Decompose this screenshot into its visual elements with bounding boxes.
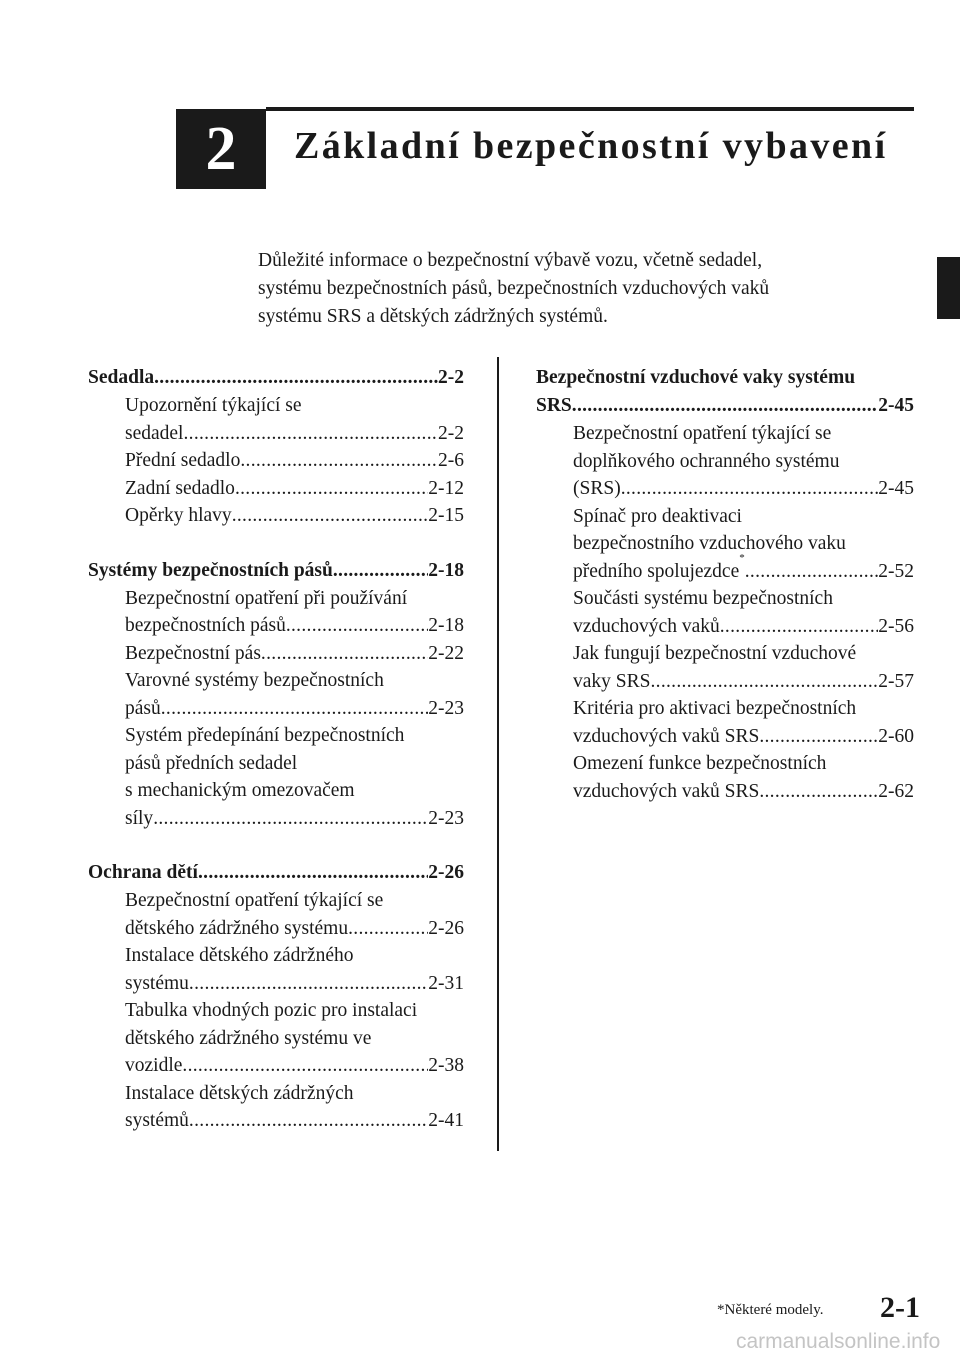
toc-entry-text: Bezpečnostní pás [125, 642, 261, 664]
chapter-side-tab [937, 257, 960, 319]
toc-entry-text: vzduchových vaků SRS [573, 725, 760, 747]
dot-leader [161, 695, 429, 723]
toc-section-heading[interactable] [536, 364, 914, 420]
toc-entry-line: Kritéria pro aktivaci bezpečnostních [573, 698, 857, 719]
toc-entry-line: bezpečnostního vzduchového vaku [573, 533, 846, 554]
toc-entry-text: vzduchových vaků SRS [573, 780, 760, 802]
toc-entry-text: pásů [125, 697, 161, 719]
column-divider [497, 357, 499, 1151]
toc-entry[interactable] [536, 585, 914, 640]
toc-entry-page: 2-45 [878, 478, 914, 499]
toc-entry-line: Varovné systémy bezpečnostních [125, 670, 384, 691]
toc-entry-text: (SRS) [573, 478, 621, 499]
toc-entry-line: Součásti systému bezpečnostních [573, 588, 833, 609]
toc-entry-page: 2-31 [428, 972, 464, 994]
intro-line: systému SRS a dětských zádržných systémů. [258, 306, 608, 327]
toc-entry[interactable] [536, 750, 914, 805]
toc-entry-line: doplňkového ochranného systému [573, 450, 840, 472]
toc-entry[interactable] [88, 585, 464, 640]
toc-entry-text: Opěrky hlavy [125, 505, 232, 526]
toc-entry-line: Spínač pro deaktivaci [573, 505, 742, 527]
intro-line: systému bezpečnostních pásů, bezpečnostních vzduchových vaků [258, 278, 770, 299]
dot-leader [232, 502, 429, 530]
toc-entry[interactable] [88, 667, 464, 722]
toc-right-column [536, 364, 914, 832]
watermark: carmanualsonline.info [736, 1330, 941, 1353]
dot-leader [621, 475, 879, 503]
toc-entry-page: 2-26 [428, 917, 464, 939]
toc-entry[interactable] [88, 447, 464, 475]
toc-section-title: Ochrana dětí [88, 862, 198, 883]
toc-entry-text: sedadel [125, 422, 184, 444]
toc-entry-page: 2-22 [428, 642, 464, 664]
toc-section-title: Sedadla [88, 367, 155, 388]
toc-entry-page: 2-18 [428, 615, 464, 636]
dot-leader [650, 668, 878, 696]
toc-section-page: 2-18 [428, 559, 464, 581]
toc-entry-page: 2-23 [428, 697, 464, 719]
toc-entry-text: vaky SRS [573, 670, 651, 692]
footer-footnote: *Některé modely. [717, 1302, 824, 1318]
toc-section-pasy [88, 557, 464, 833]
toc-entry[interactable] [536, 640, 914, 695]
toc-entry[interactable] [88, 942, 464, 997]
toc-section-title: Systémy bezpečnostních pásů [88, 559, 333, 581]
toc-entry[interactable] [536, 420, 914, 503]
toc-entry-text: Zadní sedadlo [125, 477, 235, 499]
toc-section-title: Bezpečnostní vzduchové vaky systému [536, 367, 856, 388]
toc-section-heading[interactable] [88, 859, 464, 887]
toc-section-page: 2-26 [428, 862, 464, 883]
dot-leader [572, 392, 878, 420]
toc-section-heading[interactable] [88, 557, 464, 585]
toc-entry-page: 2-56 [878, 615, 914, 637]
toc-entry-line: Bezpečnostní opatření týkající se [125, 890, 384, 911]
toc-entry-text: Přední sedadlo [125, 450, 241, 471]
toc-entry-page: 2-23 [428, 807, 464, 829]
dot-leader [261, 640, 428, 668]
chapter-intro [258, 247, 898, 331]
toc-entry-line: Bezpečnostní opatření při používání [125, 587, 408, 609]
toc-entry-line: Instalace dětského zádržného [125, 945, 354, 966]
toc-entry-line: pásů předních sedadel [125, 752, 298, 774]
toc-entry-page: 2-12 [428, 477, 464, 499]
toc-section-airbags [536, 364, 914, 805]
footnote-asterisk: * [739, 551, 745, 564]
dot-leader [154, 364, 438, 392]
toc-entry-line: Tabulka vhodných pozic pro instalaci [125, 1000, 418, 1021]
toc-entry-line: Bezpečnostní opatření týkající se [573, 423, 832, 444]
toc-entry-text: systému [125, 972, 189, 994]
chapter-title: Základní bezpečnostní vybavení [294, 125, 888, 167]
toc-entry[interactable] [88, 722, 464, 832]
toc-entry[interactable] [536, 695, 914, 750]
dot-leader [348, 915, 428, 943]
dot-leader [153, 805, 428, 833]
dot-leader [286, 612, 428, 640]
toc-section-deti [88, 859, 464, 1135]
toc-entry-page: 2-6 [438, 450, 464, 471]
toc-section-title-cont: SRS [536, 395, 572, 416]
toc-entry-page: 2-62 [878, 780, 914, 802]
toc-entry-page: 2-15 [428, 505, 464, 526]
toc-entry-page: 2-2 [438, 422, 464, 444]
toc-entry[interactable] [88, 1080, 464, 1135]
chapter-number: 2 [176, 109, 266, 189]
toc-left-column [88, 364, 464, 1162]
toc-entry[interactable] [88, 502, 464, 530]
toc-entry-line: Jak fungují bezpečnostní vzduchové [573, 643, 857, 664]
toc-entry-page: 2-52 [878, 560, 914, 582]
toc-entry-page: 2-38 [428, 1055, 464, 1076]
dot-leader [240, 447, 438, 475]
toc-section-sedadla [88, 364, 464, 530]
dot-leader [759, 778, 878, 806]
toc-entry[interactable] [88, 997, 464, 1080]
toc-section-page: 2-45 [878, 395, 914, 416]
toc-entry-page: 2-41 [428, 1110, 464, 1131]
dot-leader [183, 420, 438, 448]
toc-entry-line: Instalace dětských zádržných [125, 1082, 354, 1104]
toc-entry[interactable] [88, 887, 464, 942]
toc-entry-text: dětského zádržného systému [125, 917, 349, 939]
toc-entry[interactable] [536, 503, 914, 586]
toc-entry[interactable] [88, 392, 464, 447]
toc-entry-text: síly [125, 807, 154, 829]
chapter-rule [266, 107, 914, 111]
dot-leader [189, 970, 428, 998]
toc-entry-text: vozidle [125, 1055, 183, 1076]
toc-entry[interactable] [88, 475, 464, 503]
dot-leader [745, 558, 879, 586]
toc-entry-line: Upozornění týkající se [125, 395, 302, 416]
dot-leader [759, 723, 878, 751]
dot-leader [235, 475, 428, 503]
dot-leader [720, 613, 879, 641]
dot-leader [333, 557, 428, 585]
toc-entry-page: 2-60 [878, 725, 914, 747]
toc-section-heading[interactable] [88, 364, 464, 392]
dot-leader [189, 1107, 428, 1135]
toc-entry[interactable] [88, 640, 464, 668]
toc-entry-line: Omezení funkce bezpečnostních [573, 753, 827, 774]
page-number: 2-1 [880, 1291, 920, 1324]
toc-entry-line: s mechanickým omezovačem [125, 780, 355, 801]
dot-leader [198, 859, 428, 887]
toc-entry-line: Systém předepínání bezpečnostních [125, 725, 405, 746]
toc-entry-text: předního spolujezdce [573, 560, 740, 582]
toc-entry-text: systémů [125, 1110, 189, 1131]
intro-line: Důležité informace o bezpečnostní výbavě vozu, včetně sedadel, [258, 250, 763, 271]
dot-leader [182, 1052, 428, 1080]
toc-entry-page: 2-57 [878, 670, 914, 692]
toc-entry-line: dětského zádržného systému ve [125, 1027, 372, 1049]
toc-section-page: 2-2 [438, 367, 464, 388]
toc-entry-text: vzduchových vaků [573, 615, 720, 637]
toc-entry-text: bezpečnostních pásů [125, 615, 286, 636]
